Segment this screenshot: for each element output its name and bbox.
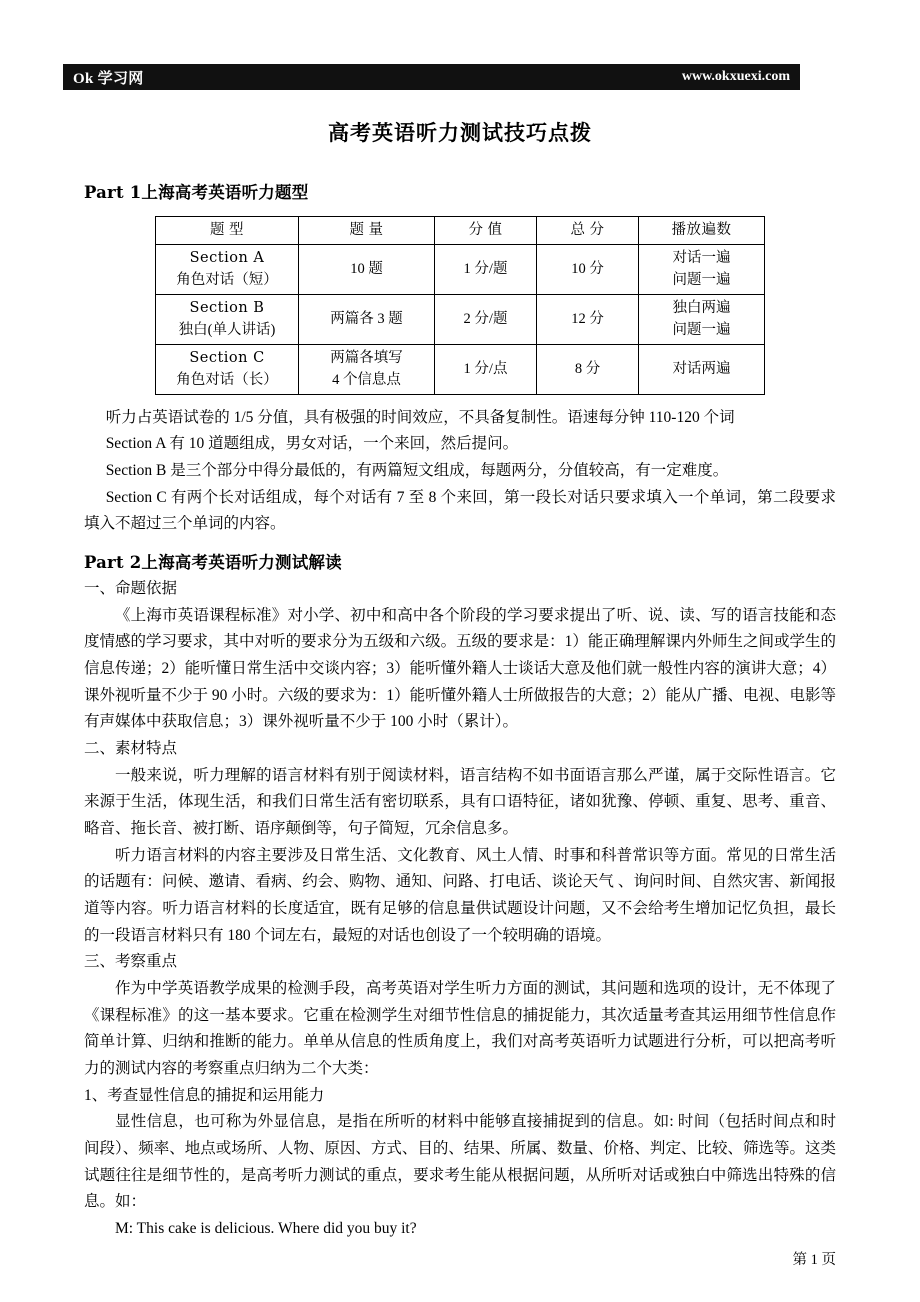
section-heading-2: 二、素材特点 (84, 740, 178, 758)
cell-total: 8 分 (537, 344, 639, 394)
section-2-paragraph-2: 听力语言材料的内容主要涉及日常生活、文化教育、风土人情、时事和科普常识等方面。常见的日常生活的话题有：问候、邀请、看病、约会、购物、通知、问路、打电话、谈论天气 、询问时间、自然灾害、新闻报道等内容。听力语言材料的长度适宜，既有足够的信息量供试题设计问题，又不会给考生增加记忆负担，最长的一段语言材料只有 180 个词左右，最短的对话也创设了一个较明确的语境。 (84, 846, 836, 944)
section-2-paragraph-1: 一般来说，听力理解的语言材料有别于阅读材料，语言结构不如书面语言那么严谨，属于交际性语言。它来源于生活，体现生活，和我们日常生活有密切联系，具有口语特征，诸如犹豫、停顿、重复、思考、重音、略音、拖长音、被打断、语序颠倒等，句子简短，冗余信息多。 (84, 766, 836, 837)
site-header-banner (63, 64, 800, 90)
cell-amount (299, 244, 435, 294)
cell-type-line1: Section B (189, 299, 265, 316)
part1-paragraph-3: Section B 是三个部分中得分最低的，有两篇短文组成，每题两分，分值较高，有一定难度。 (105, 461, 729, 479)
cell-plays-line1: 对话两遍 (672, 360, 731, 377)
section-heading-1: 一、命题依据 (84, 580, 178, 598)
section-heading-3: 三、考察重点 (84, 953, 178, 971)
cell-amount-line2: 4 个信息点 (332, 372, 401, 389)
part1-paragraph-1: 听力占英语试卷的 1/5 分值，具有极强的时间效应，不具备复制性。语速每分钟 110-120 个词 (105, 408, 735, 426)
cell-amount (299, 294, 435, 344)
site-url-label: www.okxuexi.com (681, 69, 790, 84)
cell-plays (639, 244, 765, 294)
cell-type (156, 244, 299, 294)
column-header-value: 分 值 (435, 217, 537, 244)
column-header-type: 题 型 (156, 217, 299, 244)
cell-amount (299, 344, 435, 394)
cell-type-line1: Section C (189, 349, 265, 366)
section-heading-4: 1、考查显性信息的捕捉和运用能力 (84, 1086, 325, 1104)
section-4-paragraph-1: 显性信息，也可称为外显信息，是指在所听的材料中能够直接捕捉到的信息。如: 时间（包括时间点和时间段）、频率、地点或场所、人物、原因、方式、目的、结果、所属、数量、价格、判定、比较、筛选等。这类试题往往是细节性的，是高考听力测试的重点，要求考生能从根据问题，从所听对话或独白中筛选出特殊的信息。如： (84, 1113, 836, 1211)
cell-type-line1: Section A (189, 249, 265, 266)
cell-amount-line1: 10 题 (350, 260, 383, 277)
cell-value: 2 分/题 (435, 294, 537, 344)
cell-amount-line1: 两篇各填写 (330, 349, 403, 366)
column-header-plays: 播放遍数 (639, 217, 765, 244)
part2-heading: Part 2上海高考英语听力测试解读 (84, 552, 342, 572)
section-3-paragraph-1: 作为中学英语教学成果的检测手段，高考英语对学生听力方面的测试，其问题和选项的设计，无不体现了《课程标准》的这一基本要求。它重在检测学生对细节性信息的捕捉能力，其次适量考查其运用细节性信息作简单计算、归纳和推断的能力。单单从信息的性质角度上，我们对高考英语听力试题进行分析，可以把高考听力的测试内容的考察重点归纳为二个大类： (84, 979, 836, 1077)
section-1-paragraph-1: 《上海市英语课程标准》对小学、初中和高中各个阶段的学习要求提出了听、说、读、写的语言技能和态度情感的学习要求，其中对听的要求分为五级和六级。五级的要求是：1）能正确理解课内外师生之间或学生的信息传递；2）能听懂日常生活中交谈内容；3）能听懂外籍人士谈话大意及他们就一般性内容的演讲大意；4）课外视听量不少于 90 小时。六级的要求为：1）能听懂外籍人士所做报告的大意；2）能从广播、电视、电影等有声媒体中获取信息；3）课外视听量不少于 100 小时（累计）。 (84, 606, 836, 731)
cell-type-line2: 角色对话（长） (176, 372, 278, 389)
site-brand-label: Ok 学习网 (73, 70, 144, 87)
cell-type-line2: 角色对话（短） (176, 272, 278, 289)
cell-plays-line2: 问题一遍 (672, 322, 731, 339)
page-number-footer: 第 1 页 (792, 1252, 836, 1268)
listening-question-type-table (155, 216, 765, 394)
part1-paragraph-2: Section A 有 10 道题组成，男女对话，一个来回，然后提问。 (105, 435, 519, 453)
cell-type (156, 344, 299, 394)
table-row (156, 244, 765, 294)
cell-amount-line1: 两篇各 3 题 (330, 310, 403, 327)
cell-type (156, 294, 299, 344)
cell-plays-line1: 对话一遍 (672, 249, 731, 266)
cell-value: 1 分/点 (435, 344, 537, 394)
cell-type-line2: 独白(单人讲话) (178, 322, 276, 339)
part1-heading: Part 1上海高考英语听力题型 (84, 183, 309, 202)
cell-plays-line2: 问题一遍 (672, 272, 731, 289)
cell-plays (639, 344, 765, 394)
cell-value: 1 分/题 (435, 244, 537, 294)
cell-plays (639, 294, 765, 344)
table-row (156, 294, 765, 344)
part1-paragraph-group (84, 405, 836, 538)
document-content (84, 182, 836, 1243)
section-4-example-dialogue: M: This cake is delicious. Where did you buy it? (115, 1219, 417, 1237)
table-header-row (156, 217, 765, 244)
column-header-total: 总 分 (537, 217, 639, 244)
part1-paragraph-4: Section C 有两个长对话组成，每个对话有 7 至 8 个来回，第一段长对话只要求填入一个单词，第二段要求填入不超过三个单词的内容。 (84, 488, 836, 533)
table-row (156, 344, 765, 394)
cell-total: 10 分 (537, 244, 639, 294)
cell-total: 12 分 (537, 294, 639, 344)
cell-plays-line1: 独白两遍 (672, 299, 731, 316)
column-header-amount: 题 量 (299, 217, 435, 244)
page-title: 高考英语听力测试技巧点拨 (328, 120, 592, 145)
